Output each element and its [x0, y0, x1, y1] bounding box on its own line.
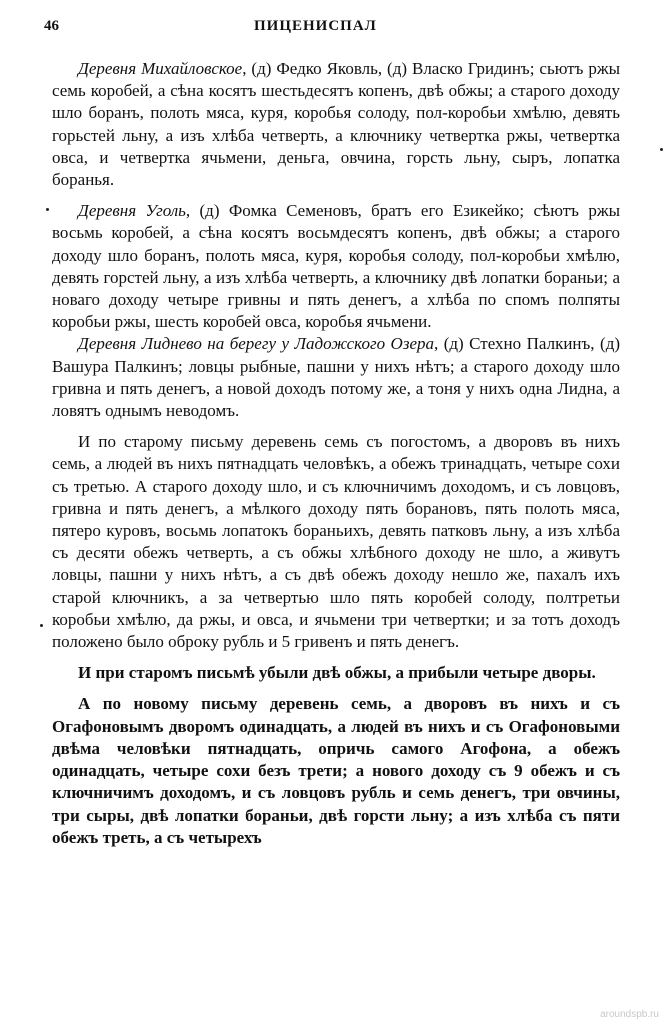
paragraph-ugol — [52, 200, 620, 333]
page-number: 46 — [44, 18, 59, 34]
paragraph-text: , (д) Федко Яковль, (д) Власко Гридинъ; сьютъ ржы семь коробей, а сѣна косятъ шестьдесятъ копенъ, двѣ обжы; а старого доходу шло боранъ, полоть мяса, куря, коробья солоду, пол-коробьи хмѣлю, девять горьстей льну, а изъ хлѣба четверть, а ключнику четвертка ржы, четвертка овса, и четвертка ячьмени, деньга, овчина, горсть льну, сыръ, лопатка боранья. — [52, 59, 621, 190]
ink-speck — [40, 624, 43, 627]
place-name: Деревня Михайловское — [78, 59, 243, 78]
paragraph-new-census: А по новому письму деревень семь, а дворовъ въ нихъ и съ Огафоновымъ дворомъ одинадцать, а людей въ нихъ и съ Огафоновыми двѣма человѣки пятнадцать, опричь самого Агофона, а обежъ одинадцать, четыре сохи безъ трети; а нового доходу съ 9 обежъ и съ ключничимъ доходомъ, и съ ловцовъ рубль и семь денегъ, три овчины, три сыры, двѣ лопатки бораньи, двѣ горсти льну; а изъ хлѣба съ пяти обежъ треть, а съ четырехъ — [52, 694, 620, 847]
place-name: Деревня Уголь — [78, 201, 186, 221]
page-body — [52, 58, 620, 849]
ink-speck — [46, 208, 49, 211]
paragraph-text: , (д) Фомка Семеновъ, братъ его Езикейко; сѣютъ ржы восьмь коробей, а сѣна косятъ восьмдесятъ копенъ, двѣ обжы; а старого доходу шло боранъ, полоть мяса, куря, коробья солоду, пол-коробьи хмѣлю, девять горстей льну, а изъ хлѣба четверть, а ключнику двѣ лопатки бораньи; а новаго доходу четыре гривны и пять денегъ, а хлѣба по спомъ полпяты коробьи ржы, шесть коробей овса, коробья ячьмени. — [52, 201, 620, 332]
paragraph-text: , (д) Стехно Палкинъ, (д) Вашура Палкинъ; ловцы рыбные, пашни у нихъ нѣтъ; а старого доходу шло гривна и пять денегъ, а новой доходъ потому же, а тоня у нихъ одна Лидна, а ловятъ однымъ неводомъ. — [52, 334, 621, 421]
paragraph-old-census: И по старому письму деревень семь съ погостомъ, а дворовъ въ нихъ семь, а людей въ нихъ пятнадцать человѣкъ, а обежъ тринадцать, четыре сохи съ третью. А старого доходу шло, и съ ключничимъ доходомъ, и съ ловцовъ, гривна и пять денегъ, а мѣлкого доходу пять борановъ, пять полоть мяса, пятеро куровъ, восьмь лопатокъ бораньихъ, девять патковъ льну, а изъ хлѣба съ десяти обежъ четверть, а съ обжы хлѣбного доходу не шло, а живутъ ловцы, пашни у нихъ нѣтъ, а съ двѣ обежъ доходу нешло же, пахалъ ихъ старой ключникъ, а за четвертью шло пять коробей солоду, полтретьи коробьи хмѣлю, да ржы, и овса, и ячьмени три четвертки; и за тотъ доходъ положено было оброку рубль и 5 гривенъ и пять денегъ. — [52, 432, 620, 652]
ink-speck — [660, 148, 663, 151]
running-head: ПИЦЕНИСПАЛ — [254, 18, 377, 34]
page-header — [44, 18, 624, 40]
paragraph-lidnevo — [52, 333, 620, 422]
paragraph-losses: И при старомъ письмѣ убыли двѣ обжы, а прибыли четыре дворы. — [78, 663, 596, 683]
paragraph-mikhailovskoe — [52, 58, 620, 191]
place-name: Деревня Лиднево на берегу у Ладожского Озера — [78, 334, 435, 354]
watermark: aroundspb.ru — [600, 1009, 659, 1020]
